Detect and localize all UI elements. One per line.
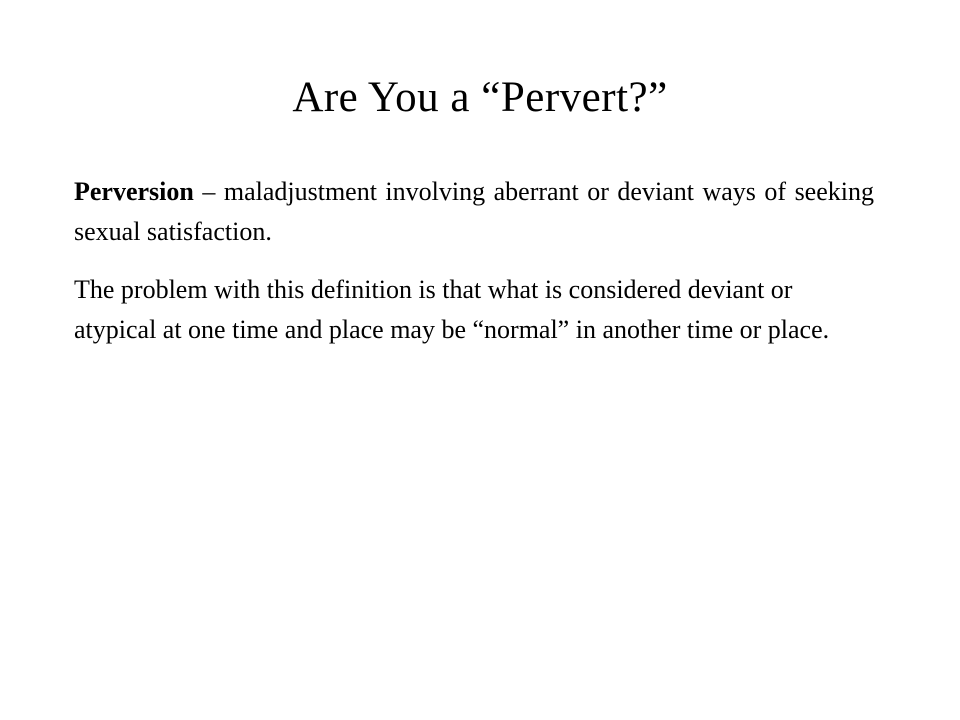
critique-paragraph: The problem with this definition is that what is considered deviant or atypical at one time and place may be “normal” in another time or place. (74, 275, 830, 344)
slide-body (74, 172, 874, 350)
definition-text: – maladjustment involving aberrant or deviant ways of seeking sexual satisfaction. (74, 177, 874, 246)
definition-term: Perversion (74, 177, 194, 206)
definition-paragraph (74, 172, 874, 252)
slide-title: Are You a “Pervert?” (292, 74, 668, 121)
